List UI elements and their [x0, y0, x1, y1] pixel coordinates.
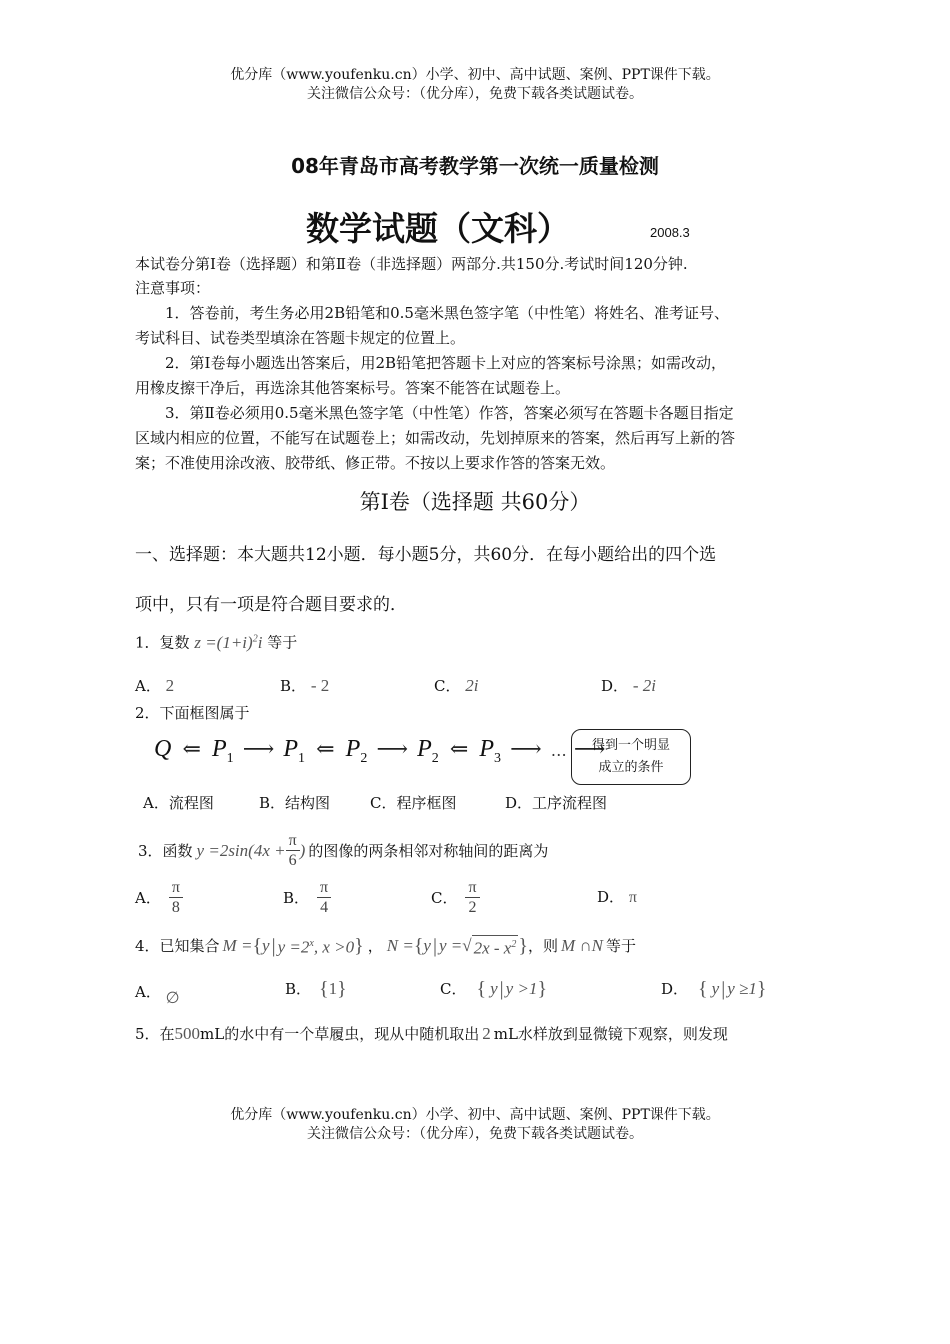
footer-line-1: 优分库（www.youfenku.cn）小学、初中、高中试题、案例、PPT课件下载。	[230, 1107, 720, 1123]
question-4-set-n-var: y	[423, 936, 431, 955]
flow-box-line-2: 成立的条件	[598, 760, 664, 775]
header-line-2: 关注微信公众号：（优分库），免费下载各类试题试卷。	[307, 86, 643, 102]
question-1-option-a[interactable]: A． 2	[135, 676, 175, 695]
bar-icon: |	[721, 978, 726, 1000]
question-2-option-b[interactable]: B．结构图	[259, 794, 331, 812]
question-4-set-n-name: N =	[386, 936, 414, 955]
brace-open-icon: {	[413, 935, 424, 957]
question-4-set-m-var: y	[262, 936, 270, 955]
question-2-option-c[interactable]: C．程序框图	[370, 794, 457, 812]
question-4-comma: ，	[367, 937, 383, 955]
question-1-formula: $z =(1+i)^2i$	[194, 632, 263, 652]
question-4-suffix-a: ，则	[527, 937, 558, 955]
bar-icon: |	[432, 935, 437, 957]
notice-3-line-1: 3．第Ⅱ卷必须用0.5毫米黑色签字笔（中性笔）作答，答案必须写在答题卡各题目指定	[165, 404, 734, 422]
flow-left-arrow-1: ⇐	[182, 737, 201, 762]
question-3-option-b[interactable]: B． $\frac{\pi}{4}$	[283, 876, 331, 920]
exam-title: 08年青岛市高考教学第一次统一质量检测	[291, 154, 659, 178]
flow-node-p2b: $P_2$	[417, 736, 439, 766]
question-3-formula-b: )	[299, 841, 306, 860]
question-4-option-d[interactable]: D． { y | y ≥1 }	[661, 978, 767, 1000]
question-3-option-d[interactable]: D． π	[597, 888, 637, 906]
notice-1-line-1: 1．答卷前，考生务必用2B铅笔和0.5毫米黑色签字笔（中性笔）将姓名、准考证号、	[165, 304, 729, 322]
question-3-prefix: 3．函数	[138, 842, 193, 860]
exam-subtitle: 数学试题（文科）	[306, 209, 570, 248]
brace-close-icon: }	[337, 978, 347, 1000]
section-instructions-line-1: 一、选择题：本大题共12小题．每小题5分，共60分．在每小题给出的四个选	[135, 545, 717, 565]
notice-3-line-3: 案；不准使用涂改液、胶带纸、修正带。不按以上要求作答的答案无效。	[135, 454, 616, 472]
question-3-suffix: 的图像的两条相邻对称轴间的距离为	[308, 842, 549, 860]
brace-close-icon: }	[756, 978, 767, 1000]
question-3-fraction: $\frac{\pi}{6}$	[286, 832, 300, 871]
bar-icon: |	[271, 935, 276, 957]
notice-1-line-2: 考试科目、试卷类型填涂在答题卡规定的位置上。	[135, 329, 466, 347]
brace-open-icon: {	[252, 935, 263, 957]
flow-box-line-1: 得到一个明显	[591, 738, 670, 753]
question-3-stem	[138, 828, 548, 874]
question-4-set-n-cond: y =√	[438, 936, 472, 955]
flow-node-p2a: $P_2$	[345, 736, 368, 766]
section-title: 第Ⅰ卷（选择题 共60分）	[359, 490, 591, 514]
question-4-stem	[135, 926, 636, 966]
brace-close-icon: }	[537, 978, 548, 1000]
flow-left-arrow-3: ⇐	[449, 737, 469, 762]
flow-node-q: Q	[154, 736, 172, 762]
question-3-option-a[interactable]: A． $\frac{\pi}{8}$	[135, 876, 183, 920]
flow-left-arrow-2: ⇐	[316, 737, 335, 762]
brace-open-icon: {	[698, 978, 708, 1000]
flow-diagram	[154, 736, 607, 776]
flow-right-arrow-2: ⟶	[376, 737, 408, 762]
footer-line-2: 关注微信公众号：（优分库），免费下载各类试题试卷。	[307, 1126, 643, 1142]
notice-2-line-1: 2．第Ⅰ卷每小题选出答案后，用2B铅笔把答题卡上对应的答案标号涂黑；如需改动，	[165, 354, 727, 372]
brace-open-icon: {	[319, 978, 329, 1000]
question-4-option-b[interactable]: B． { 1 }	[285, 978, 347, 1000]
question-4-radicand: $2x - x^2$	[472, 935, 519, 958]
question-4-intersection: M ∩N	[560, 936, 604, 955]
flow-right-arrow-3: ⟶	[510, 737, 542, 762]
question-1-suffix: 等于	[267, 633, 298, 652]
question-4-set-m-cond: $y =2^x$, x >0	[277, 937, 355, 957]
question-1-option-c[interactable]: C． 2i	[434, 676, 479, 695]
exam-date: 2008.3	[650, 225, 690, 240]
question-4-set-m-name: M =	[222, 936, 253, 955]
question-3-option-c[interactable]: C． $\frac{\pi}{2}$	[431, 876, 480, 920]
brace-close-icon: }	[518, 935, 528, 957]
question-1-option-d[interactable]: D． - 2i	[601, 676, 656, 695]
question-1-stem	[135, 630, 297, 652]
bar-icon: |	[499, 978, 504, 1000]
exam-intro: 本试卷分第Ⅰ卷（选择题）和第Ⅱ卷（非选择题）两部分.共150分.考试时间120分钟.	[135, 255, 688, 273]
question-1-exponent: 2	[252, 633, 258, 644]
flow-node-p3: $P_3$	[479, 736, 502, 766]
question-4-suffix-b: 等于	[606, 937, 637, 955]
brace-open-icon: {	[476, 978, 487, 1000]
question-3-formula-a: y =2sin(4x +	[196, 841, 286, 860]
flow-ellipsis: …	[550, 741, 567, 760]
brace-close-icon: }	[354, 935, 364, 957]
question-2-option-d[interactable]: D．工序流程图	[505, 794, 608, 812]
notice-2-line-2: 用橡皮擦干净后，再选涂其他答案标号。答案不能答在试题卷上。	[135, 379, 571, 397]
flow-node-p1b: $P_1$	[283, 736, 306, 766]
flow-node-p1a: $P_1$	[211, 736, 234, 766]
flow-right-arrow-4: ⟶	[573, 737, 606, 762]
question-5-stem: 5．在500mL的水中有一个草履虫，现从中随机取出 2 mL水样放到显微镜下观察，则发现	[135, 1024, 728, 1043]
header-line-1: 优分库（www.youfenku.cn）小学、初中、高中试题、案例、PPT课件下载。	[230, 67, 720, 83]
flow-terminal-box	[571, 729, 691, 785]
question-2-option-a[interactable]: A．流程图	[143, 794, 214, 812]
notice-label: 注意事项：	[135, 279, 211, 297]
notice-3-line-2: 区域内相应的位置，不能写在试题卷上；如需改动，先划掉原来的答案，然后再写上新的答	[135, 429, 736, 447]
question-2-stem: 2．下面框图属于	[135, 704, 250, 722]
question-4-option-c[interactable]: C． { y | y >1 }	[440, 978, 548, 1000]
question-4-option-a[interactable]: A． ∅	[135, 983, 180, 1007]
flow-right-arrow-1: ⟶	[242, 737, 275, 762]
question-1-prefix: 1．复数	[135, 633, 190, 652]
empty-set-icon: ∅	[165, 990, 180, 1007]
question-4-prefix: 4．已知集合	[135, 937, 220, 955]
section-instructions-line-2: 项中，只有一项是符合题目要求的．	[135, 595, 407, 615]
question-1-option-b[interactable]: B． - 2	[280, 676, 330, 695]
